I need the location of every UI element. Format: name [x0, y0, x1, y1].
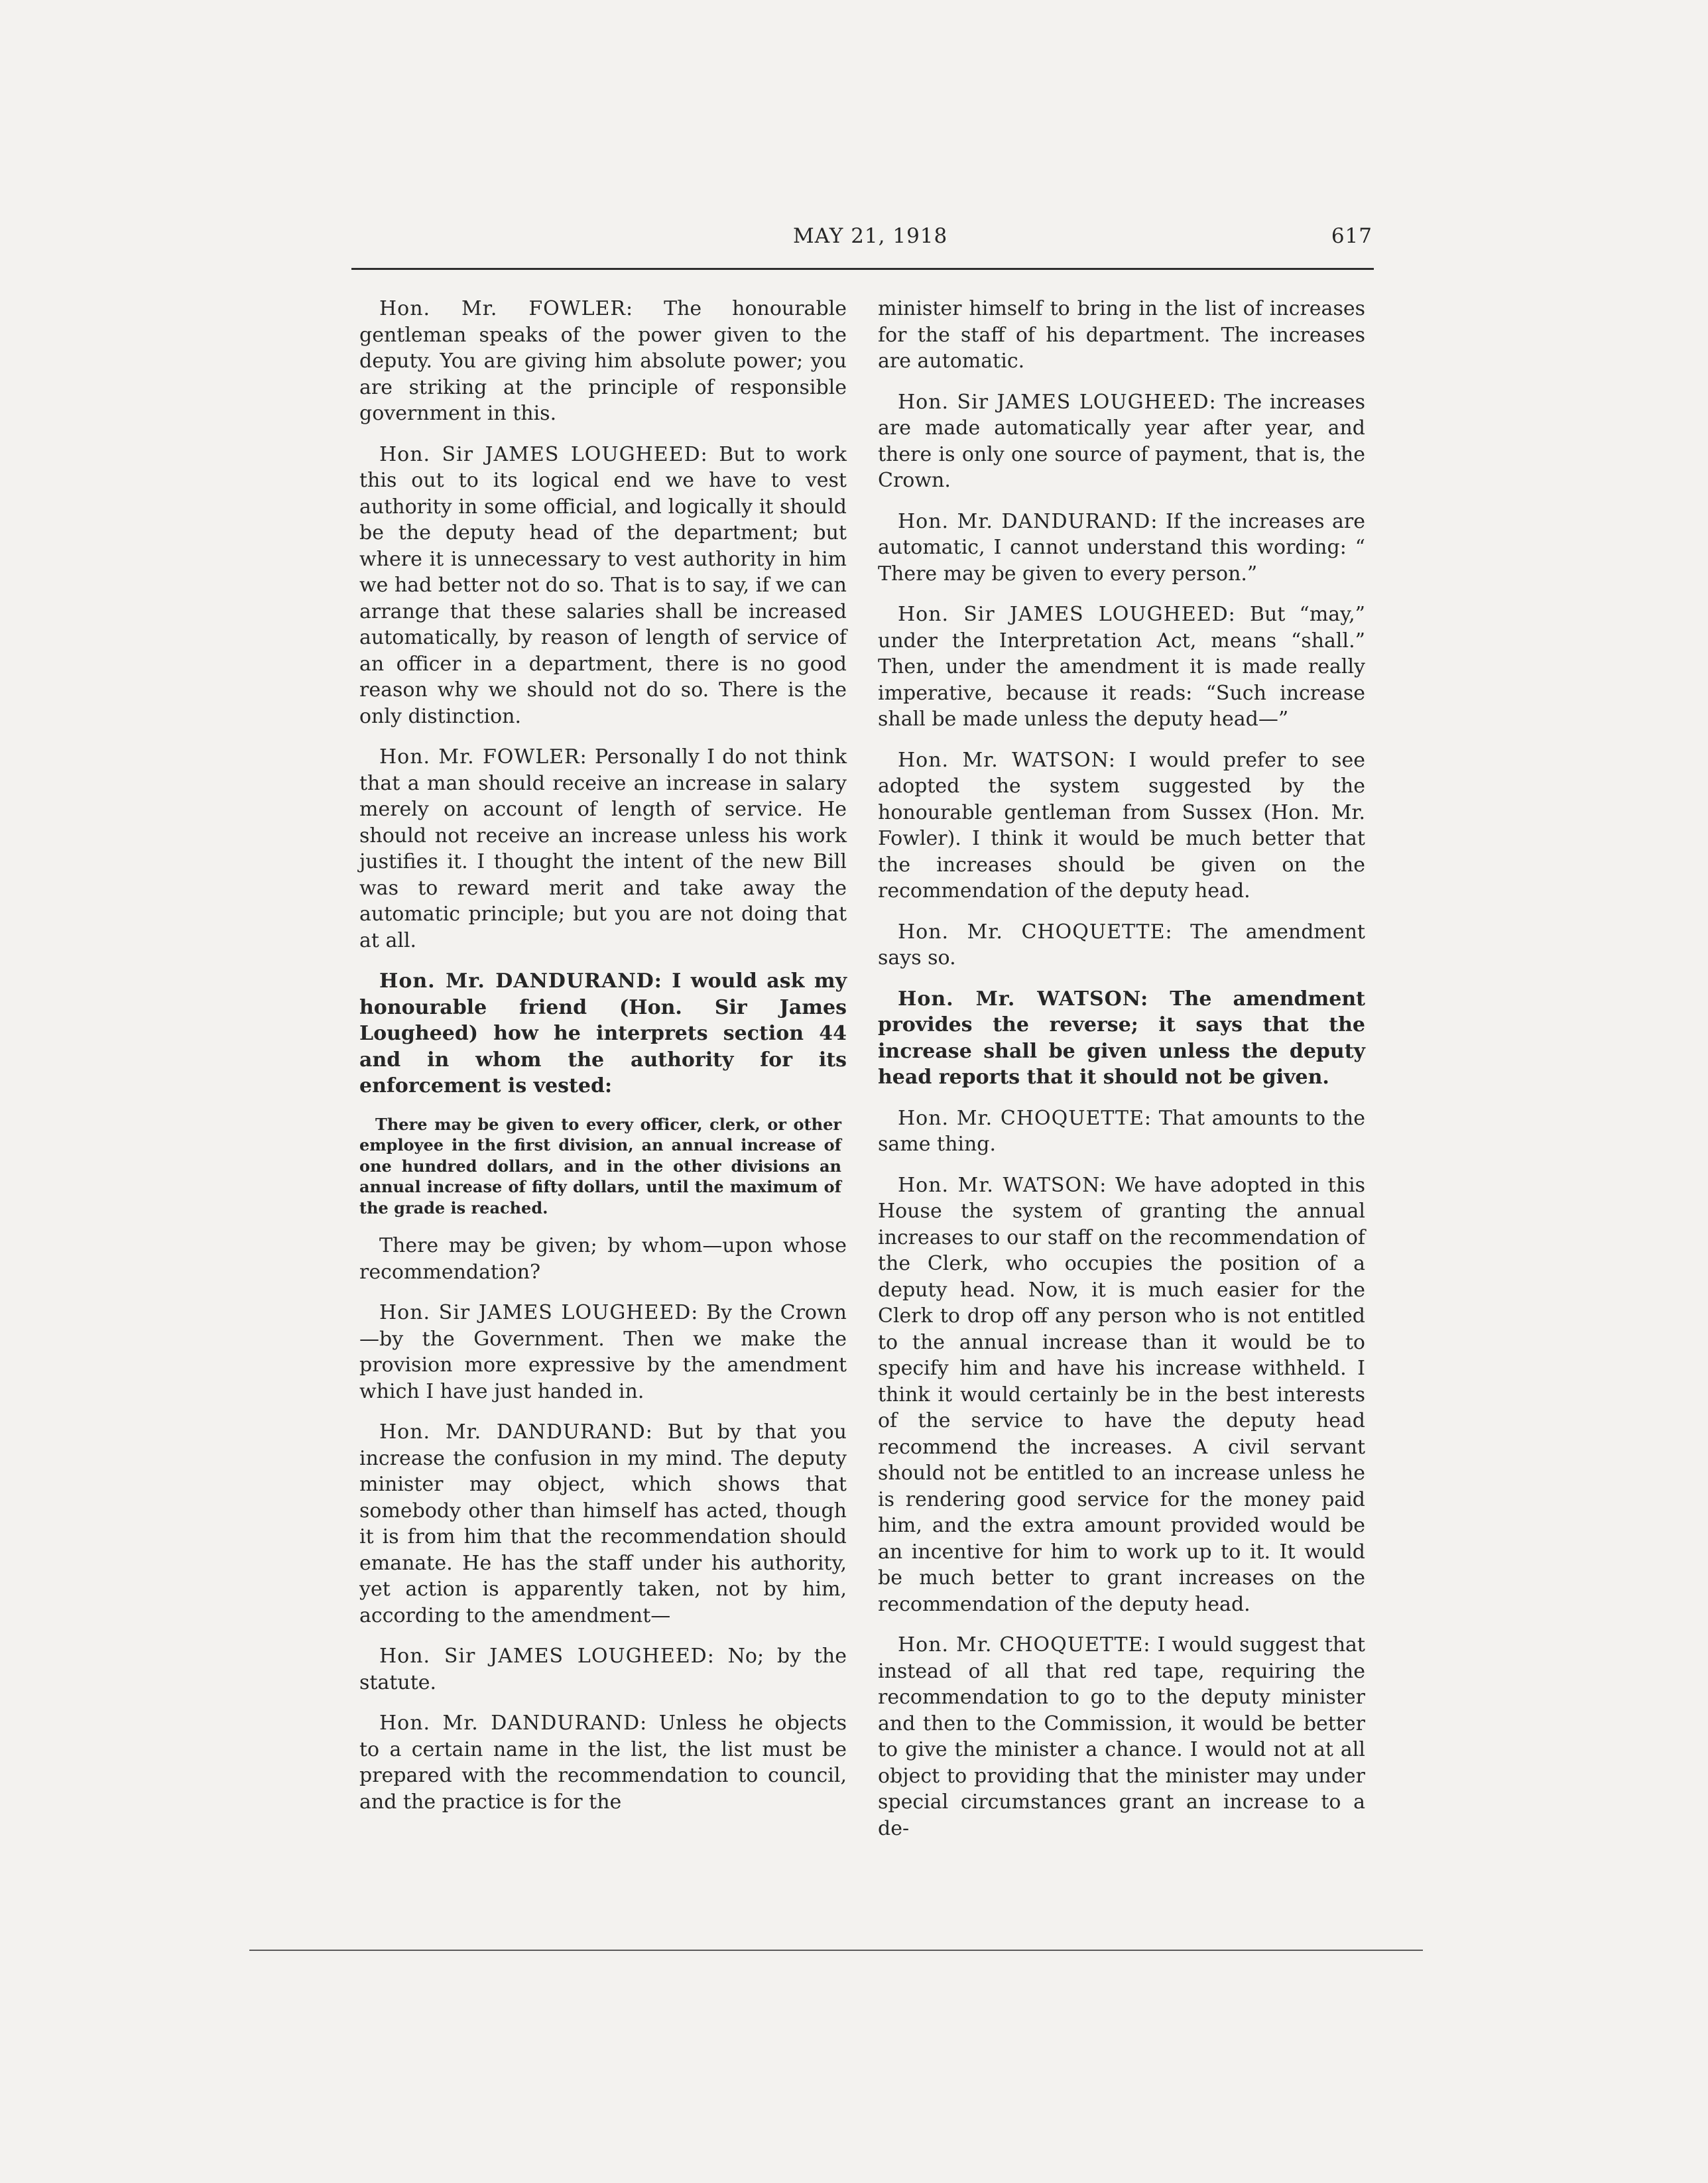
paragraph	[878, 509, 1365, 588]
paragraph-text: The amendment says so.	[878, 920, 1365, 969]
speaker-name: Hon. Sir JAMES LOUGHEED:	[379, 442, 708, 466]
paragraph	[359, 296, 847, 427]
paragraph	[878, 1172, 1365, 1618]
paragraph	[878, 296, 1365, 375]
paragraph-text: But to work this out to its logical end we have to vest authority in some official, and logically it should be the deputy head of the department; but where it is unnecessary to vest authority in him we had better not do so. That is to say, if we can arrange that these salaries shall be increased automatically, by reason of length of service of an officer in a department, there is no good reason why we should not do so. There is the only distinction.	[359, 442, 847, 728]
paragraph	[878, 389, 1365, 494]
paragraph	[359, 744, 847, 954]
speaker-name: Hon. Sir JAMES LOUGHEED:	[379, 1645, 715, 1668]
paragraph-text: That amounts to the same thing.	[878, 1106, 1365, 1156]
speaker-name: Hon. Mr. WATSON:	[898, 987, 1149, 1011]
paragraph-text: I would suggest that instead of all that red tape, requiring the recommendation to go to the deputy minister and then to the Commission, it would be better to give the minister a chance. I would not at all object to providing that the minister may under special circumstances grant an increase to a de-	[878, 1633, 1365, 1840]
paragraph	[878, 919, 1365, 971]
paragraph-text: If the increases are automatic, I cannot understand this wording: “ There may be given to every person.”	[878, 509, 1366, 586]
paragraph-text: No; by the statute.	[359, 1645, 847, 1694]
paragraph-text: By the Crown—by the Government. Then we make the provision more expressive by the amendment which I have just handed in.	[359, 1301, 847, 1403]
paragraph	[878, 986, 1365, 1091]
speaker-name: Hon. Mr. CHOQUETTE:	[898, 920, 1173, 944]
speaker-name: Hon. Mr. CHOQUETTE:	[898, 1106, 1152, 1130]
speaker-name: Hon. Mr. DANDURAND:	[379, 969, 662, 993]
speaker-name: Hon. Mr. DANDURAND:	[379, 1420, 653, 1444]
footer-rule	[249, 1950, 1423, 1951]
paragraph	[359, 1300, 847, 1404]
speaker-name: Hon. Mr. FOWLER:	[379, 745, 587, 769]
paragraph-text: minister himself to bring in the list of increases for the staff of his department. The increases are automatic.	[878, 297, 1365, 373]
speaker-name: Hon. Sir JAMES LOUGHEED:	[898, 603, 1236, 626]
speaker-name: Hon. Mr. DANDURAND:	[898, 509, 1158, 533]
left-column	[359, 296, 847, 1830]
paragraph-text: But “may,” under the Interpretation Act, means “shall.” Then, under the amendment it is made really imperative, because it reads: “Such increase shall be made unless the deputy head—”	[878, 603, 1365, 731]
paragraph-text: Personally I do not think that a man should receive an increase in salary merely on account of length of service. He should not receive an increase unless his work justifies it. I thought the intent of the new Bill was to reward merit and take away the automatic principle; but you are not doing that at all.	[359, 745, 847, 952]
paragraph	[878, 601, 1365, 733]
paragraph	[359, 968, 847, 1099]
paragraph-text: The honourable gentleman speaks of the power given to the deputy. You are giving him absolute power; you are striking at the principle of responsible government in this.	[359, 297, 847, 425]
speaker-name: Hon. Mr. WATSON:	[898, 748, 1116, 772]
paragraph-text: The amendment provides the reverse; it says that the increase shall be given unless the deputy head reports that it should not be given.	[878, 987, 1365, 1089]
speaker-name: Hon. Mr. FOWLER:	[379, 297, 634, 320]
paragraph	[878, 747, 1365, 904]
speaker-name: Hon. Sir JAMES LOUGHEED:	[379, 1301, 699, 1324]
statute-quote: There may be given to every officer, clerk, or other employee in the first division, an annual increase of one hundred dollars, and in the other divisions an annual increase of fifty dollars, until the maximum of the grade is reached.	[359, 1114, 841, 1217]
paragraph-text: But by that you increase the confusion in my mind. The deputy minister may object, which shows that somebody other than himself has acted, though it is from him that the recommendation should emanate. He has the staff under his authority, yet action is apparently taken, not by him, according to the amendment—	[359, 1420, 847, 1627]
page-number: 617	[1331, 224, 1372, 248]
paragraph	[359, 1643, 847, 1696]
header-rule	[351, 268, 1374, 270]
page-date: MAY 21, 1918	[793, 224, 948, 248]
right-column	[878, 296, 1365, 1856]
paragraph-text: There may be given; by whom—upon whose recommendation?	[359, 1234, 847, 1284]
speaker-name: Hon. Mr. DANDURAND:	[379, 1712, 648, 1735]
paragraph-text: The increases are made automatically year after year, and there is only one source of payment, that is, the Crown.	[878, 390, 1365, 492]
paragraph	[359, 1419, 847, 1629]
speaker-name: Hon. Sir JAMES LOUGHEED:	[898, 390, 1217, 414]
speaker-name: Hon. Mr. WATSON:	[898, 1173, 1107, 1197]
paragraph-text: We have adopted in this House the system of granting the annual increases to our staff on the recommendation of the Clerk, who occupies the position of a deputy head. Now, it is much easier for the Clerk to drop off any person who is not entitled to the annual increase than it would be to specify him and have his increase withheld. I think it would certainly be in the best interests of the service to have the deputy head recommend the increases. A civil servant should not be entitled to an increase unless he is rendering good service for the money paid him, and the extra amount provided would be an incentive for him to work up to it. It would be much better to grant increases on the recommendation of the deputy head.	[878, 1173, 1366, 1616]
paragraph	[359, 1233, 847, 1285]
speaker-name: Hon. Mr. CHOQUETTE:	[898, 1633, 1151, 1656]
paragraph	[878, 1632, 1365, 1841]
paragraph	[359, 1710, 847, 1815]
paragraph-text: I would prefer to see adopted the system suggested by the honourable gentleman from Sussex (Hon. Mr. Fowler). I think it would be much better that the increases should be given on the recommendation of the deputy head.	[878, 748, 1365, 903]
paragraph-text: I would ask my honourable friend (Hon. Sir James Lougheed) how he interprets section 44 and in whom the authority for its enforcement is vested:	[359, 969, 847, 1097]
page-header	[351, 224, 1372, 256]
paragraph-text: Unless he objects to a certain name in the list, the list must be prepared with the recommendation to council, and the practice is for the	[359, 1712, 847, 1814]
paragraph	[878, 1105, 1365, 1158]
paragraph	[359, 442, 847, 730]
